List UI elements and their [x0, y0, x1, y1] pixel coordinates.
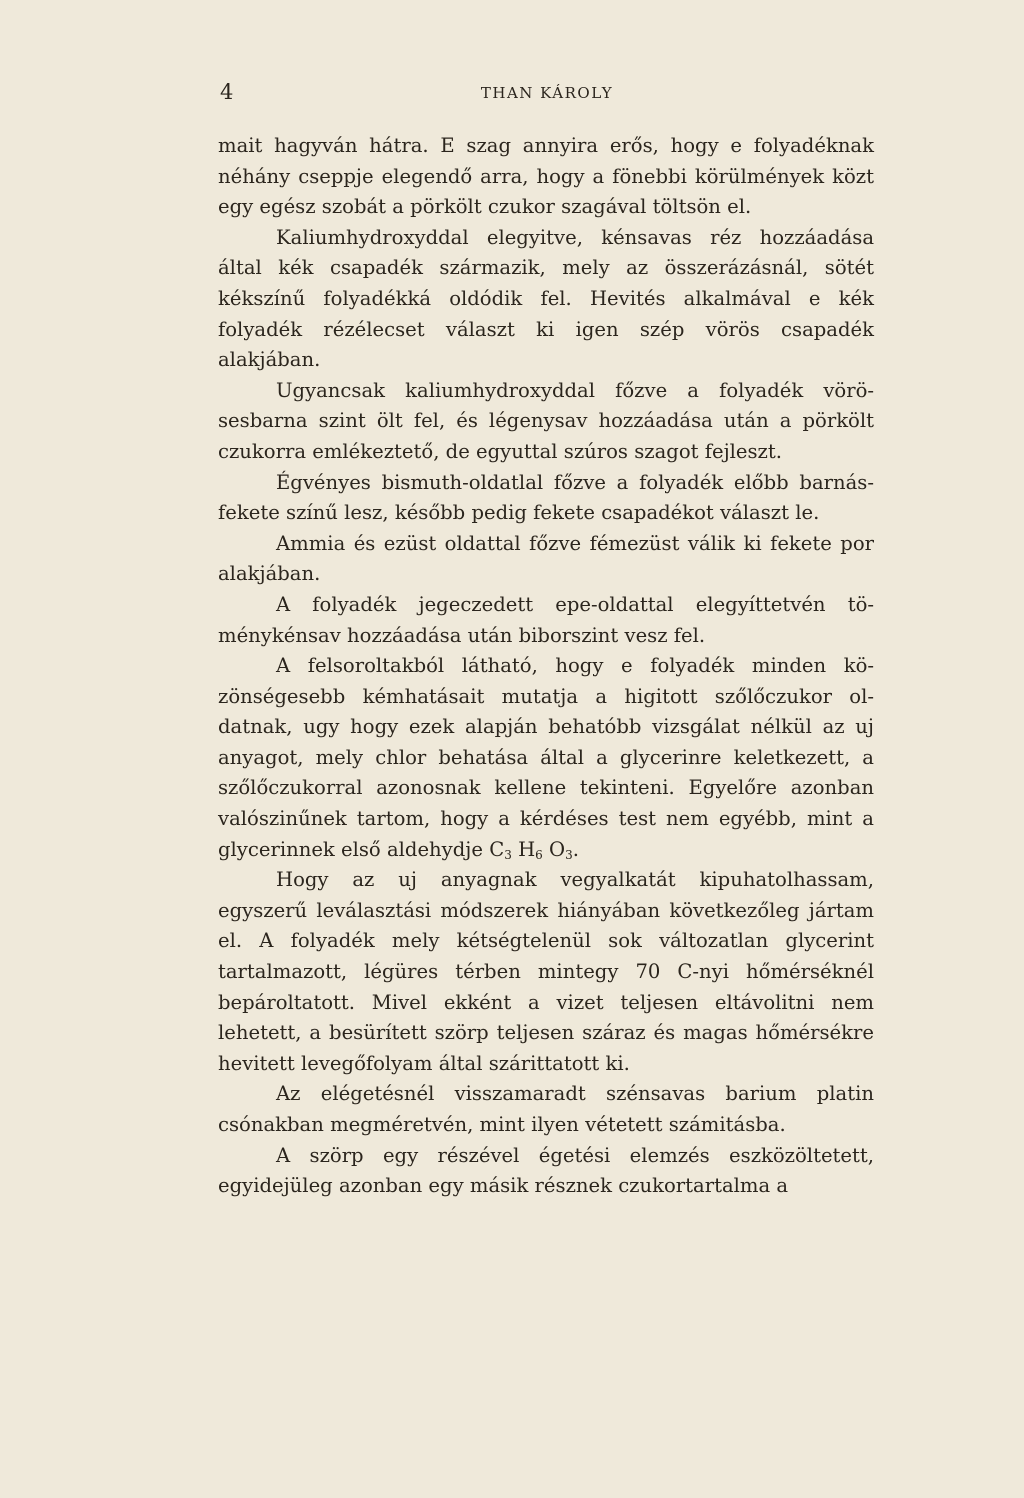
formula-subscript: 6 — [535, 847, 543, 862]
paragraph — [218, 651, 874, 865]
paragraph-text: A szörp egy részével égetési elemzés eszközöltetett, egyidejüleg azonban egy másik résznek czukortartalma a — [218, 1143, 874, 1198]
formula-subscript: 3 — [565, 847, 573, 862]
paragraph — [218, 590, 874, 651]
paragraph — [218, 131, 874, 223]
paragraph-text: Az elégetésnél visszamaradt szénsavas barium platin csónakban megméretvén, mint ilyen vétetett számitásba. — [218, 1082, 874, 1136]
paragraph — [218, 865, 874, 1079]
paragraph — [218, 223, 874, 376]
paragraph-text: Ugyancsak kaliumhydroxyddal főzve a folyadék vörösesbarna szint ölt fel, és légenysav hozzáadása után a pörkölt czukorra emlékeztető, de egyuttal szúros szagot fejleszt. — [218, 378, 874, 463]
paragraph-text: Ammia és ezüst oldattal főzve fémezüst válik ki fekete por alakjában. — [218, 531, 874, 586]
paragraph-text: A felsoroltakból látható, hogy e folyadék minden közönségesebb kémhatásait mutatja a higitott szőlőczukor oldatnak, ugy hogy ezek alapján behatóbb vizsgálat nélkül az uj anyagot, mely chlor behatása által a glycerinre keletkezett, a szőlőczukorral azonosnak kellene tekinteni. Egyelőre azonban valószinűnek tartom, hogy a kérdéses test nem egyébb, mint a glycerinnek első aldehydje — [218, 654, 874, 861]
page-number: 4 — [220, 80, 234, 104]
formula-element: H — [518, 837, 536, 861]
page-header — [220, 80, 874, 108]
paragraph — [218, 376, 874, 468]
paragraph-text: Hogy az uj anyagnak vegyalkatát kipuhatolhassam, egyszerű leválasztási módszerek hiányában következőleg jártam el. A folyadék mely kétségtelenül sok változatlan glycerint tartalmazott, légüres térben mintegy 70 C-nyi hőmérséknél bepároltatott. Mivel ekként a vizet teljesen eltávolitni nem lehetett, a besürített szörp teljesen száraz és magas hőmérsékre hevitett levegőfolyam által szárittatott ki. — [218, 868, 874, 1075]
paragraph-text: Kaliumhydroxyddal elegyitve, kénsavas réz hozzáadása által kék csapadék származik, mely az összerázásnál, sötét kékszínű folyadékká oldódik fel. Hevités alkalmával e kék folyadék rézélecset választ ki igen szép vörös csapadék alakjában. — [218, 225, 874, 372]
paragraph — [218, 1141, 874, 1202]
paragraph-text: A folyadék jegeczedett epe-oldattal elegyíttetvén töménykénsav hozzáadása után biborszint vesz fel. — [218, 592, 874, 647]
running-head: THAN KÁROLY — [480, 84, 614, 102]
paragraph — [218, 1079, 874, 1140]
paragraph — [218, 468, 874, 529]
body-text — [218, 131, 874, 1202]
chemical-formula — [489, 838, 573, 861]
paragraph — [218, 529, 874, 590]
paragraph-tail: . — [572, 837, 579, 861]
formula-element: O — [549, 837, 566, 861]
formula-subscript: 3 — [504, 847, 512, 862]
paragraph-text: Égvényes bismuth-oldatlal főzve a folyadék előbb barnás-fekete színű lesz, később pedig fekete csapadékot választ le. — [218, 470, 874, 525]
paragraph-text: mait hagyván hátra. E szag annyira erős, hogy e folyadéknak néhány cseppje elegendő arra, hogy a fönebbi körülmények közt egy egész szobát a pörkölt czukor szagával töltsön el. — [218, 134, 874, 219]
formula-element: C — [489, 837, 505, 861]
